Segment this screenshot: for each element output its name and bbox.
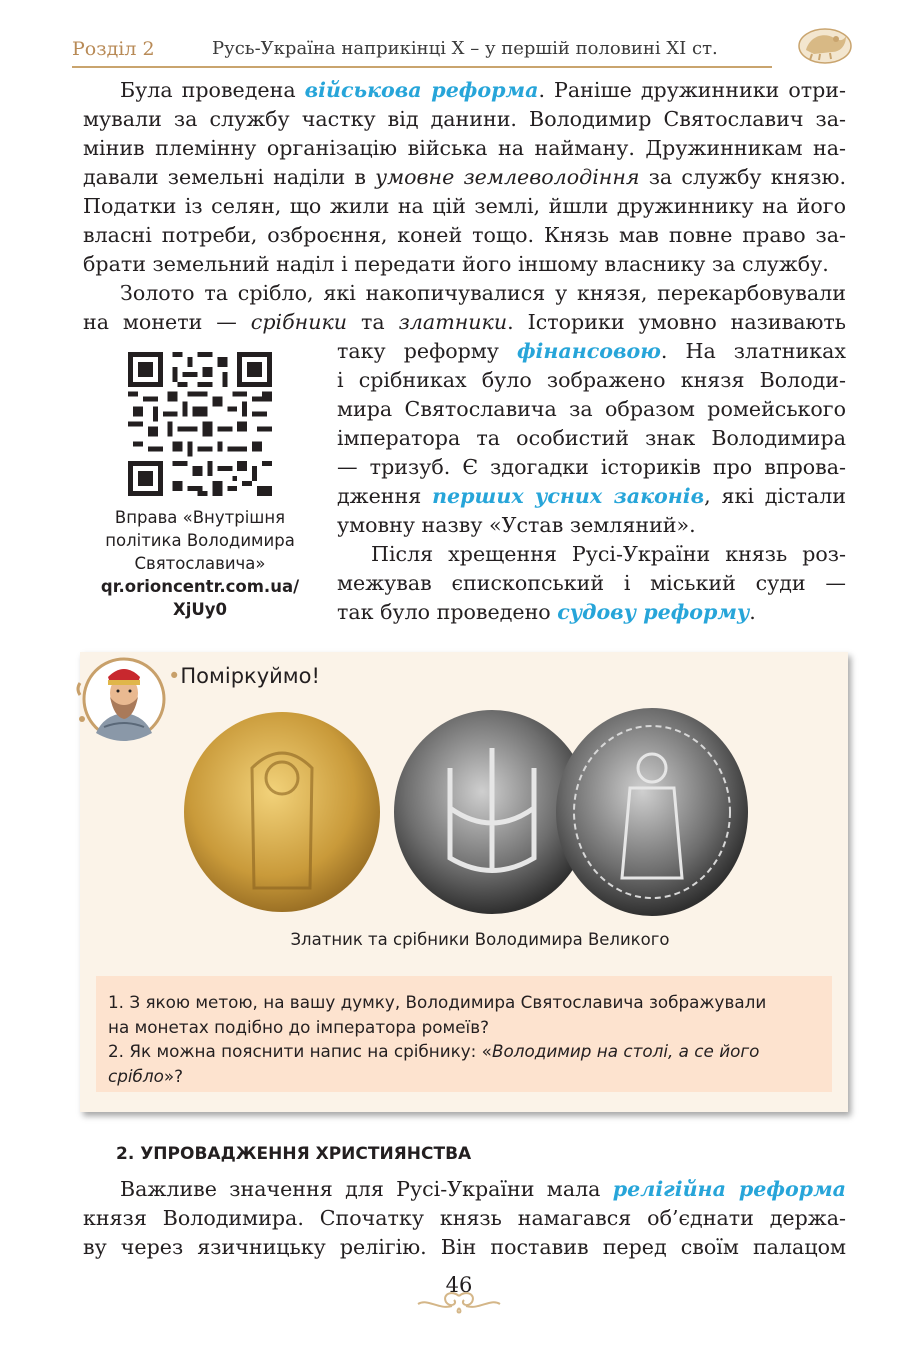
paragraph-religious-reform: Важливе значення для Русі-України мала релігійна реформа князя Володимира. Спочатку князь намагався об’єднати держа- ву через язичницьку релігію. Він поставив перед своїм палацом	[83, 1177, 846, 1259]
qr-link[interactable]: qr.orioncentr.com.ua/	[100, 577, 300, 596]
keyword-religious: релігійна реформа	[612, 1177, 846, 1201]
chapter-title: Русь-Україна наприкінці Х – у першій половині ХІ ст.	[212, 38, 718, 59]
coins-illustration	[182, 708, 757, 923]
qr-code[interactable]	[128, 352, 272, 496]
keyword-oral-laws: перших усних законів	[432, 484, 705, 508]
page-ornament-icon	[414, 1290, 504, 1318]
keyword-financial: фінансовою	[516, 339, 661, 363]
think-label: •Поміркуймо!	[168, 664, 320, 688]
paragraph-military-reform: Була проведена військова реформа. Раніше дружинники отри- мували за службу частку від данини. Володимир Святославич за- мінив племінну організацію війська на найману. Дружинникам на- давали земельні наділи в умовне землеволодіння за службу князю. Податки із селян, що жили на цій землі, йшли дружиннику на його власні потреби, озброєння, коней тощо. Князь мав повне право за- брати земельний наділ і передати його іншому власнику за службу.	[83, 78, 846, 276]
qr-caption: Вправа «Внутрішня політика Володимира Святославича» qr.orioncentr.com.ua/ XjUy0	[86, 506, 314, 621]
page-header	[72, 38, 852, 68]
gold-coin	[184, 712, 380, 912]
silver-coin-prince	[556, 708, 748, 916]
page-number: 46	[445, 1273, 473, 1297]
section-heading: 2. УПРОВАДЖЕННЯ ХРИСТИЯНСТВА	[116, 1144, 472, 1164]
bullet-icon: •	[168, 664, 181, 688]
paragraph-financial-reform-cont: таку реформу фінансовою. На златниках і срібниках було зображено князя Володи- мира Святославича за образом ромейського імператора та особистий знак Володимира — тризуб. Є здогадки істориків про впрова- дження перших усних законів, які дістали умовну назву «Устав земляний».	[337, 339, 847, 537]
questions: 1. З якою метою, на вашу думку, Володимира Святославича зображували на монетах подібно до імператора ромеїв? 2. Як можна пояснити напис на срібнику: «Володимир на столі, а се його срібло»?	[108, 992, 767, 1086]
header-rule	[72, 66, 772, 68]
keyword-judicial: судову реформу	[557, 600, 750, 624]
coins-caption: Златник та срібники Володимира Великого	[290, 930, 670, 949]
section-label: Розділ 2	[72, 38, 155, 60]
qr-link-part2[interactable]: XjUy0	[172, 600, 227, 619]
paragraph-judicial-reform: Після хрещення Русі-України князь роз- межував єпископський і міський суди — так було проведено судову реформу.	[337, 542, 846, 624]
keyword-military-reform: військова реформа	[304, 78, 539, 102]
lion-emblem-icon	[794, 22, 856, 68]
paragraph-financial-reform: Золото та срібло, які накопичувалися у князя, перекарбовували на монети — срібники та златники. Історики умовно називають	[83, 281, 847, 334]
prince-avatar-icon	[74, 653, 166, 743]
